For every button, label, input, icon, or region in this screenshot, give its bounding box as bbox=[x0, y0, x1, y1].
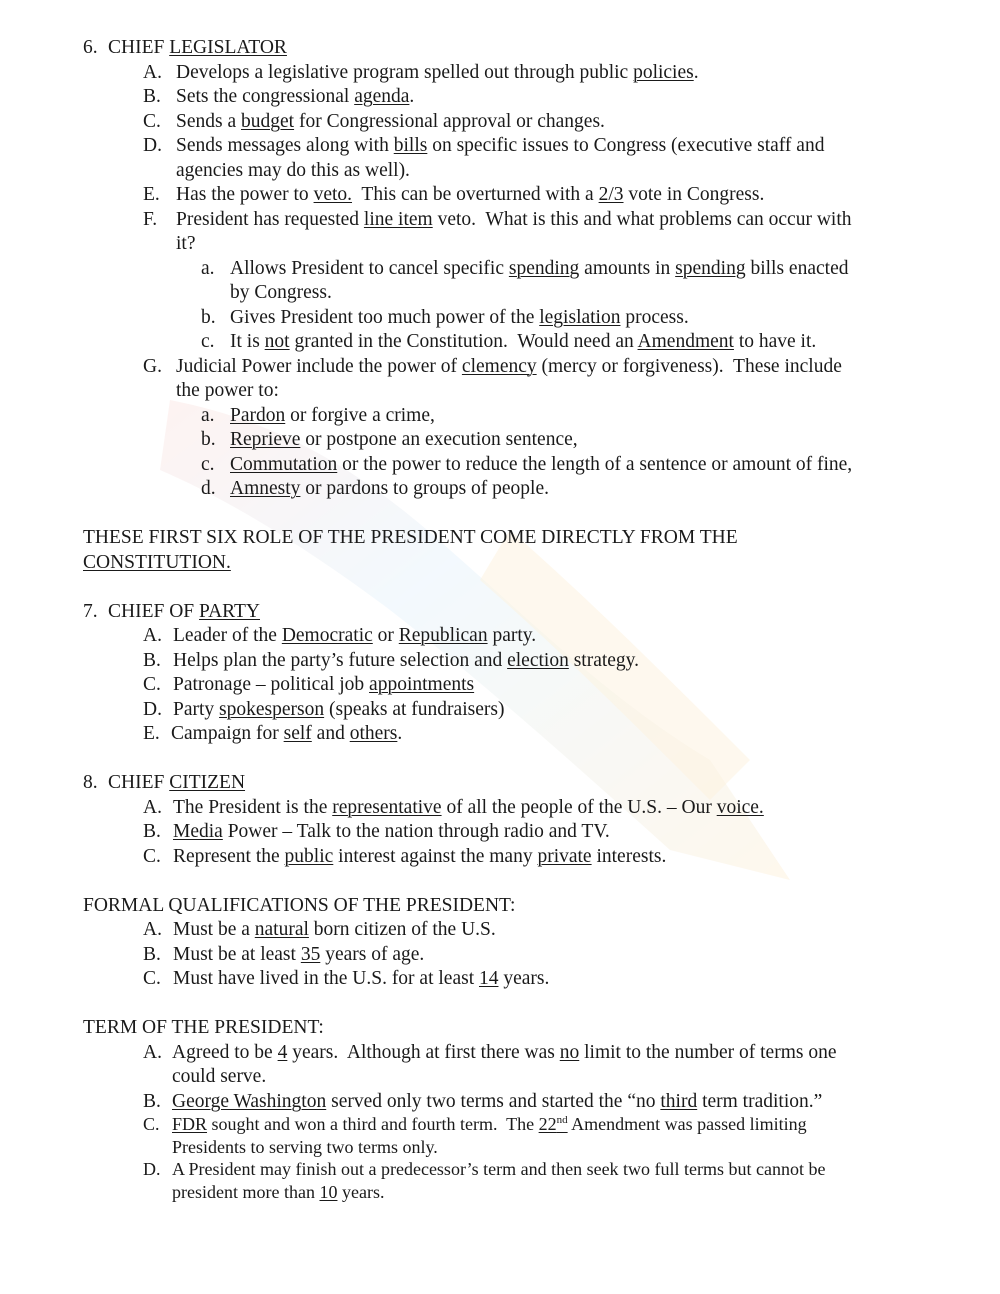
underlined-term: self bbox=[283, 723, 312, 744]
text-segment: Sends a bbox=[176, 110, 241, 132]
line-text bbox=[173, 820, 610, 845]
underlined-term: not bbox=[264, 331, 290, 352]
underlined-term: Democratic bbox=[281, 625, 373, 646]
underlined-term: third bbox=[660, 1090, 698, 1112]
underlined-term: Republican bbox=[398, 625, 488, 646]
text-segment: The President is the bbox=[173, 796, 333, 818]
underlined-term: agenda bbox=[354, 86, 410, 107]
line-text bbox=[83, 551, 231, 576]
list-marker: 6. bbox=[83, 37, 98, 58]
line-text bbox=[172, 1041, 836, 1066]
text-segment: Sets the congressional bbox=[176, 86, 355, 107]
list-marker: B. bbox=[143, 86, 161, 107]
text-segment: Must be at least bbox=[173, 943, 301, 965]
underlined-term: budget bbox=[241, 110, 295, 132]
underlined-term: veto. bbox=[313, 184, 353, 205]
text-segment: years. bbox=[337, 1181, 385, 1202]
line-text bbox=[173, 698, 504, 723]
list-marker: c. bbox=[201, 453, 215, 475]
text-segment: FORMAL QUALIFICATIONS OF THE PRESIDENT: bbox=[83, 894, 516, 916]
text-segment: Leader of the bbox=[173, 625, 282, 646]
text-segment: on specific issues to Congress (executive staff and bbox=[427, 135, 825, 156]
text-segment: served only two terms and started the “no bbox=[326, 1090, 661, 1112]
text-segment: Represent the bbox=[173, 845, 285, 867]
list-marker: E. bbox=[143, 184, 160, 205]
text-segment: (speaks at fundraisers) bbox=[324, 698, 505, 720]
line-text bbox=[83, 1016, 324, 1041]
text-segment: for Congressional approval or changes. bbox=[294, 110, 605, 132]
text-segment: A President may finish out a predecessor’s term and then seek two full terms but cannot be bbox=[172, 1159, 826, 1179]
line-text bbox=[83, 894, 515, 919]
line-text bbox=[172, 1180, 384, 1205]
text-segment: years of age. bbox=[320, 943, 425, 965]
underlined-term: Commutation bbox=[230, 453, 338, 475]
line-text bbox=[172, 1090, 822, 1115]
text-segment: process. bbox=[620, 306, 689, 328]
underlined-term: 14 bbox=[478, 968, 499, 989]
line-text bbox=[230, 404, 435, 429]
underlined-term: PARTY bbox=[199, 600, 260, 622]
text-segment: Amendment was passed limiting bbox=[567, 1114, 807, 1134]
text-segment: limit to the number of terms one bbox=[579, 1041, 837, 1063]
underlined-term: legislation bbox=[539, 306, 621, 328]
text-segment: to have it. bbox=[733, 331, 817, 352]
list-marker: 7. bbox=[83, 600, 98, 622]
list-marker: 8. bbox=[83, 772, 98, 793]
list-marker: C. bbox=[143, 1114, 160, 1134]
underlined-term: clemency bbox=[461, 355, 537, 377]
underlined-term: Pardon bbox=[230, 404, 286, 426]
list-marker: a. bbox=[201, 404, 215, 426]
line-text bbox=[172, 1157, 826, 1182]
underlined-term: 35 bbox=[300, 943, 321, 965]
underlined-term: 10 bbox=[319, 1181, 338, 1202]
text-segment: This can be overturned with a bbox=[352, 184, 599, 205]
text-segment: years. bbox=[498, 968, 550, 989]
underlined-term: spokesperson bbox=[219, 698, 325, 720]
line-text bbox=[230, 330, 816, 355]
text-segment: Party bbox=[173, 698, 220, 720]
underlined-term: no bbox=[559, 1041, 580, 1063]
text-segment: president more than bbox=[172, 1181, 320, 1202]
text-segment: Develops a legislative program spelled out through public bbox=[176, 61, 634, 83]
list-marker: C. bbox=[143, 110, 161, 132]
text-segment: or bbox=[372, 625, 399, 646]
text-segment: . bbox=[397, 723, 403, 744]
underlined-term: spending bbox=[508, 257, 580, 279]
underlined-term: public bbox=[284, 845, 334, 867]
list-marker: d. bbox=[201, 478, 216, 499]
underlined-term: Amendment bbox=[637, 331, 734, 352]
line-text bbox=[108, 36, 287, 61]
list-marker: E. bbox=[143, 723, 160, 744]
underlined-term: others bbox=[349, 723, 398, 744]
line-text bbox=[176, 134, 824, 159]
line-text bbox=[230, 257, 848, 282]
underlined-term: bills bbox=[393, 135, 428, 156]
text-segment: term tradition.” bbox=[697, 1090, 823, 1112]
line-text bbox=[83, 526, 738, 551]
underlined-term: 2/3 bbox=[598, 184, 624, 205]
line-text bbox=[172, 1112, 807, 1137]
text-segment: CHIEF OF bbox=[108, 600, 200, 622]
line-text bbox=[176, 355, 842, 380]
line-text bbox=[172, 1065, 266, 1090]
underlined-term: election bbox=[507, 649, 569, 671]
underlined-term: 4 bbox=[277, 1041, 288, 1063]
text-segment: vote in Congress. bbox=[623, 184, 765, 205]
text-segment: and bbox=[311, 723, 350, 744]
text-segment: (mercy or forgiveness). These include bbox=[536, 355, 842, 377]
underlined-term: Reprieve bbox=[230, 429, 301, 450]
list-marker: b. bbox=[201, 306, 216, 328]
list-marker: D. bbox=[143, 1159, 161, 1179]
text-segment: Allows President to cancel specific bbox=[230, 257, 509, 279]
text-segment: Patronage – political job bbox=[173, 674, 370, 695]
line-text bbox=[173, 649, 639, 674]
text-segment: years. Although at first there was bbox=[287, 1041, 560, 1063]
line-text bbox=[176, 110, 605, 135]
text-segment: CHIEF bbox=[108, 37, 170, 58]
text-segment: granted in the Constitution. Would need an bbox=[289, 331, 638, 352]
ordinal-suffix: nd bbox=[556, 1114, 568, 1126]
text-segment: or forgive a crime, bbox=[285, 404, 435, 426]
line-text bbox=[173, 673, 474, 698]
text-segment: . bbox=[409, 86, 415, 107]
line-text bbox=[176, 85, 414, 110]
line-text bbox=[176, 208, 852, 233]
text-segment: born citizen of the U.S. bbox=[308, 919, 496, 940]
text-segment: Judicial Power include the power of bbox=[176, 355, 462, 377]
line-text bbox=[173, 845, 666, 870]
underlined-term: natural bbox=[254, 919, 309, 940]
list-marker: A. bbox=[143, 625, 162, 646]
text-segment: the power to: bbox=[176, 380, 279, 401]
list-marker: a. bbox=[201, 257, 215, 279]
text-segment: amounts in bbox=[579, 257, 676, 279]
list-marker: B. bbox=[143, 943, 161, 965]
line-text bbox=[173, 943, 424, 968]
line-text bbox=[230, 281, 332, 306]
underlined-term: CITIZEN bbox=[169, 772, 246, 793]
underlined-term: voice. bbox=[716, 796, 764, 818]
underlined-term: representative bbox=[332, 796, 442, 818]
list-marker: A. bbox=[143, 796, 162, 818]
list-marker: b. bbox=[201, 429, 216, 450]
text-segment: Presidents to serving two terms only. bbox=[172, 1136, 438, 1157]
text-segment: Must be a bbox=[173, 919, 255, 940]
list-marker: c. bbox=[201, 331, 215, 352]
line-text bbox=[173, 918, 496, 943]
line-text bbox=[108, 600, 260, 625]
line-text bbox=[230, 453, 852, 478]
line-text bbox=[176, 159, 410, 184]
text-segment: Campaign for bbox=[171, 723, 284, 744]
underlined-term: LEGISLATOR bbox=[169, 37, 287, 58]
text-segment: interest against the many bbox=[333, 845, 538, 867]
text-segment: bills enacted bbox=[745, 257, 849, 279]
list-marker: C. bbox=[143, 845, 161, 867]
underlined-term: spending bbox=[675, 257, 746, 279]
line-text bbox=[230, 477, 549, 502]
text-segment: Gives President too much power of the bbox=[230, 306, 540, 328]
text-segment: It is bbox=[230, 331, 265, 352]
text-segment: veto. What is this and what problems can occur with bbox=[432, 208, 852, 230]
text-segment: or postpone an execution sentence, bbox=[300, 429, 578, 450]
text-segment: THESE FIRST SIX ROLE OF THE PRESIDENT COME DIRECTLY FROM THE bbox=[83, 527, 738, 548]
list-marker: A. bbox=[143, 919, 162, 940]
text-segment: Must have lived in the U.S. for at least bbox=[173, 968, 479, 989]
underlined-term: line item bbox=[363, 208, 433, 230]
text-segment: of all the people of the U.S. – Our bbox=[441, 796, 717, 818]
underlined-term: policies bbox=[633, 61, 694, 83]
text-segment: TERM OF THE PRESIDENT: bbox=[83, 1017, 324, 1038]
underlined-term: appointments bbox=[369, 674, 475, 695]
underlined-term: 22nd bbox=[538, 1114, 568, 1134]
underlined-term: CONSTITUTION. bbox=[83, 551, 231, 573]
list-marker: F. bbox=[143, 208, 158, 230]
text-segment: strategy. bbox=[568, 649, 640, 671]
text-segment: or the power to reduce the length of a sentence or amount of fine, bbox=[337, 453, 853, 475]
line-text bbox=[176, 61, 699, 86]
line-text bbox=[176, 183, 764, 208]
text-segment: could serve. bbox=[172, 1066, 267, 1087]
text-segment: Sends messages along with bbox=[176, 135, 394, 156]
underlined-term: Amnesty bbox=[230, 478, 301, 499]
underlined-term: FDR bbox=[172, 1114, 208, 1134]
text-segment: by Congress. bbox=[230, 282, 332, 303]
text-segment: Has the power to bbox=[176, 184, 314, 205]
list-marker: A. bbox=[143, 61, 162, 83]
text-segment: sought and won a third and fourth term. The bbox=[207, 1114, 539, 1134]
underlined-term: private bbox=[537, 845, 592, 867]
underlined-term: George Washington bbox=[172, 1090, 327, 1112]
text-segment: President has requested bbox=[176, 208, 364, 230]
text-segment: . bbox=[693, 61, 699, 83]
text-segment: CHIEF bbox=[108, 772, 170, 793]
text-segment: interests. bbox=[591, 845, 667, 867]
line-text bbox=[230, 428, 578, 453]
text-segment: party. bbox=[487, 625, 537, 646]
text-segment: Helps plan the party’s future selection and bbox=[173, 649, 508, 671]
text-segment: Agreed to be bbox=[172, 1041, 278, 1063]
list-marker: B. bbox=[143, 649, 161, 671]
list-marker: D. bbox=[143, 135, 162, 156]
line-text bbox=[171, 722, 402, 747]
text-segment: it? bbox=[176, 233, 196, 254]
line-text bbox=[176, 379, 279, 404]
list-marker: C. bbox=[143, 968, 161, 989]
line-text bbox=[173, 624, 536, 649]
list-marker: B. bbox=[143, 821, 161, 842]
list-marker: A. bbox=[143, 1041, 162, 1063]
underlined-term: Media bbox=[173, 821, 223, 842]
list-marker: C. bbox=[143, 674, 161, 695]
text-segment: agencies may do this as well). bbox=[176, 159, 410, 181]
line-text bbox=[108, 771, 245, 796]
text-segment: Power – Talk to the nation through radio and TV. bbox=[222, 821, 610, 842]
line-text bbox=[172, 1135, 438, 1160]
list-marker: B. bbox=[143, 1090, 161, 1112]
line-text bbox=[176, 232, 196, 257]
list-marker: D. bbox=[143, 698, 162, 720]
line-text bbox=[173, 967, 549, 992]
list-marker: G. bbox=[143, 355, 162, 377]
text-segment: or pardons to groups of people. bbox=[300, 478, 549, 499]
line-text bbox=[173, 796, 764, 821]
line-text bbox=[230, 306, 689, 331]
